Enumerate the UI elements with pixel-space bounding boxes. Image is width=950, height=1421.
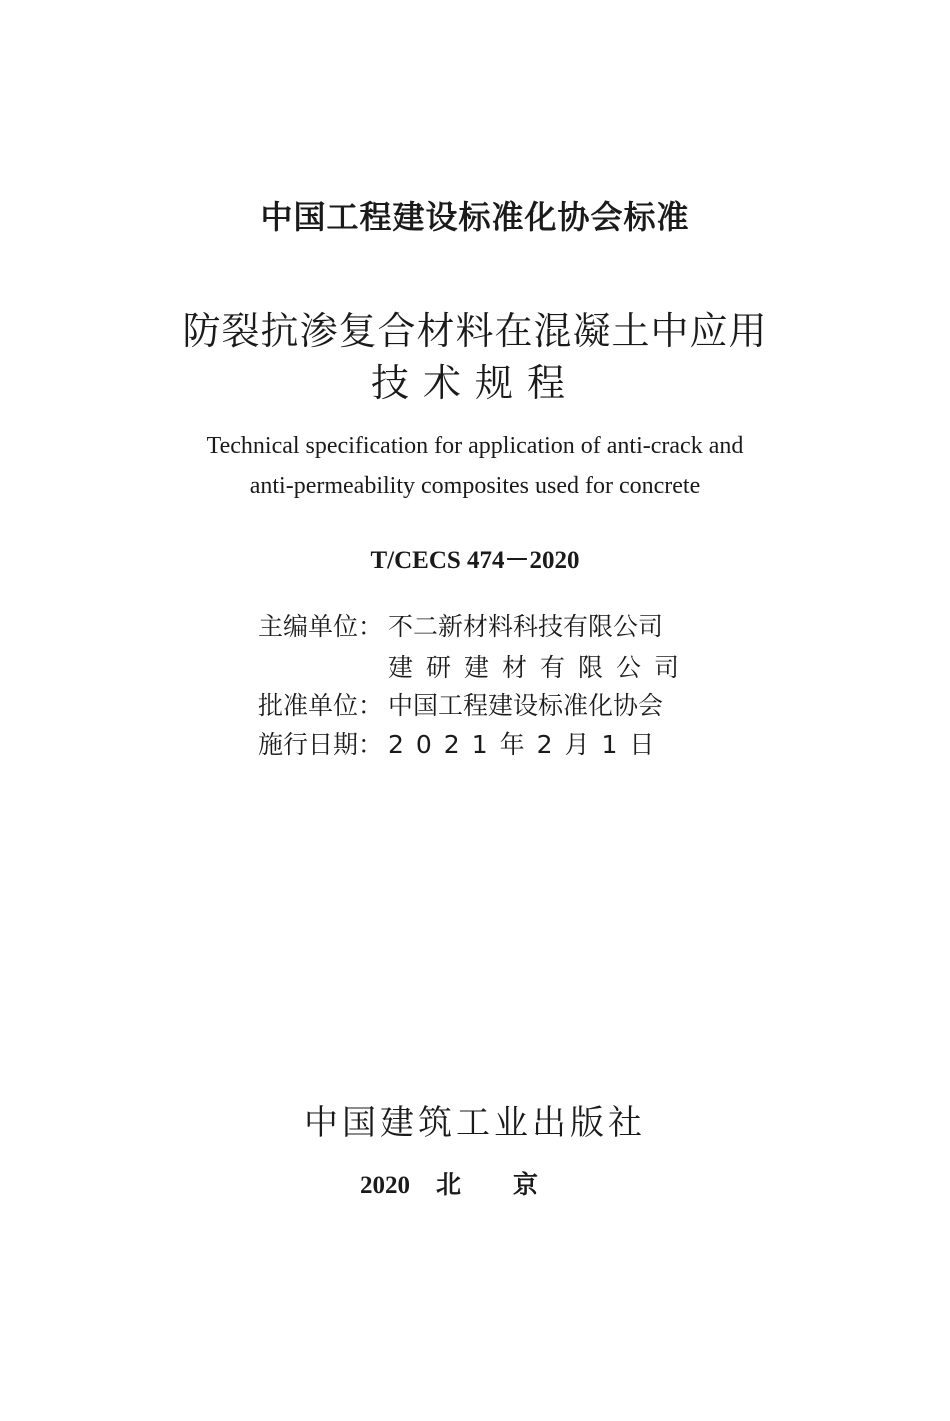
english-title-line-1: Technical specification for application of anti-crack and bbox=[206, 433, 744, 459]
publication-year: 2020 bbox=[359, 1172, 410, 1199]
publisher-name: 中国建筑工业出版社 bbox=[304, 1103, 646, 1143]
approver-row bbox=[258, 686, 663, 722]
english-title-line-2: anti-permeability composites used for concrete bbox=[249, 473, 701, 499]
effective-date-label: 施行日期： bbox=[258, 730, 384, 759]
chief-editor-row bbox=[258, 607, 663, 643]
approver-label: 批准单位： bbox=[258, 691, 384, 720]
chief-editor-1: 不二新材料科技有限公司 bbox=[388, 612, 664, 641]
publication-place bbox=[0, 1165, 950, 1201]
effective-date: 2021年2月1日 bbox=[388, 730, 667, 759]
standard-code: T/CECS 474－2020 bbox=[370, 547, 580, 574]
chief-editor-row-2 bbox=[258, 648, 692, 684]
info-label-spacer bbox=[258, 648, 388, 684]
approver: 中国工程建设标准化协会 bbox=[388, 691, 664, 720]
effective-date-row bbox=[258, 725, 666, 761]
document-title-line-2: 技术规程 bbox=[370, 361, 579, 405]
association-standard-heading: 中国工程建设标准化协会标准 bbox=[260, 198, 690, 236]
chief-editor-2: 建研建材有限公司 bbox=[388, 653, 693, 682]
document-title-line-1: 防裂抗渗复合材料在混凝土中应用 bbox=[182, 309, 768, 353]
publication-city: 北京 bbox=[435, 1170, 590, 1199]
chief-editor-label: 主编单位： bbox=[258, 612, 384, 641]
